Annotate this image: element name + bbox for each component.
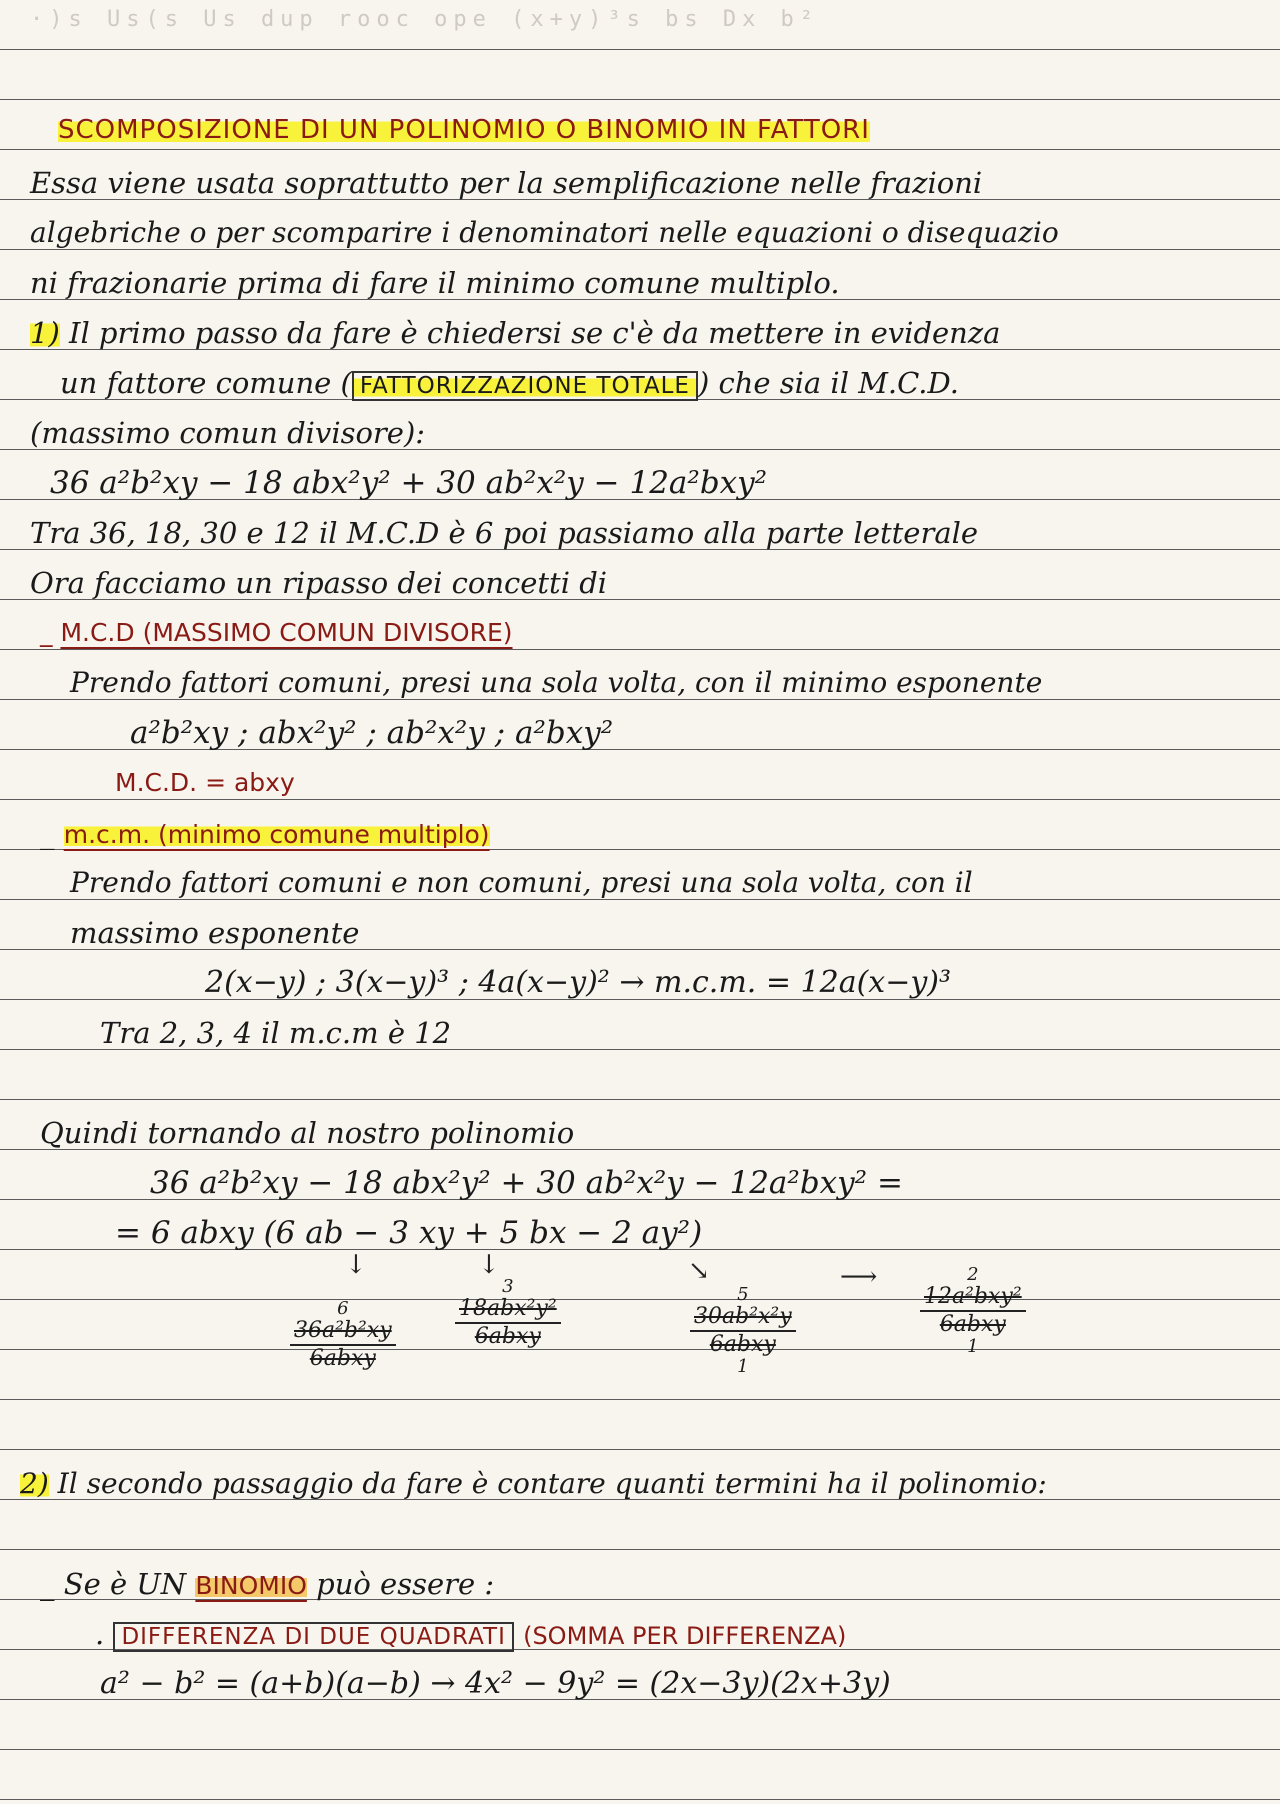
step1-line-4: Tra 36, 18, 30 e 12 il M.C.D è 6 poi passiamo alla parte letterale (30, 516, 979, 550)
intro-line-2: algebriche o per scomparire i denominatori nelle equazioni o disequazio (30, 216, 1059, 249)
factorization-box: FATTORIZZAZIONE TOTALE (352, 371, 698, 401)
step1-expression: 36 a²b²xy − 18 abx²y² + 30 ab²x²y − 12a²bxy² (50, 465, 768, 501)
fraction-1 (290, 1300, 396, 1372)
mcd-terms: a²b²xy ; abx²y² ; ab²x²y ; a²bxy² (130, 715, 614, 751)
back-intro: Quindi tornando al nostro polinomio (40, 1116, 575, 1150)
mcm-example: 2(x−y) ; 3(x−y)³ ; 4a(x−y)² → m.c.m. = 12a(x−y)³ (205, 965, 952, 1000)
fraction-3-top: 5 (737, 1284, 749, 1305)
fraction-4-denominator: 6abxy (939, 1312, 1006, 1337)
step2-line (20, 1464, 1047, 1504)
mcm-note: Tra 2, 3, 4 il m.c.m è 12 (100, 1016, 452, 1050)
fraction-3-denominator: 6abxy (709, 1332, 776, 1357)
binomio-word: BINOMIO (195, 1571, 307, 1600)
step1-line-5: Ora facciamo un ripasso dei concetti di (30, 566, 608, 600)
fraction-3-numerator: 30ab²x²y (690, 1304, 796, 1332)
bleed-through-text: ·)s Us(s Us dup rooc ope (x+y)³s bs Dx b² (30, 7, 820, 32)
arrow-down-icon: ↓ (345, 1250, 367, 1280)
step1-text-2b: ) che sia il M.C.D. (697, 366, 959, 400)
fraction-1-top: 6 (337, 1298, 349, 1319)
fraction-4-bottom: 1 (967, 1336, 979, 1357)
step2-text: Il secondo passaggio da fare è contare quanti termini ha il polinomio: (57, 1467, 1047, 1500)
arrow-down-icon: ↓ (478, 1250, 500, 1280)
page-title-text: SCOMPOSIZIONE DI UN POLINOMIO O BINOMIO IN FATTORI (58, 115, 870, 145)
binomio-line: _ Se è UN BINOMIO può essere : (40, 1567, 495, 1601)
fraction-2 (455, 1278, 561, 1350)
fraction-4 (920, 1266, 1026, 1356)
mcm-rule-2: massimo esponente (70, 916, 360, 950)
intro-line-1: Essa viene usata soprattutto per la semplificazione nelle frazioni (30, 166, 983, 200)
difference-note: (SOMMA PER DIFFERENZA) (523, 1622, 847, 1650)
difference-box: DIFFERENZA DI DUE QUADRATI (113, 1622, 513, 1652)
fraction-2-numerator: 18abx²y² (455, 1296, 561, 1324)
arrow-down-icon: ↘ (688, 1256, 710, 1286)
step1-line-3: (massimo comun divisore): (30, 416, 426, 450)
mcd-heading-text: M.C.D (MASSIMO COMUN DIVISORE) (60, 618, 513, 647)
binomio-text-b: può essere : (306, 1567, 495, 1601)
binomio-text-a: Se è UN (63, 1567, 196, 1601)
fraction-3-bottom: 1 (737, 1356, 749, 1377)
step2-number: 2) (20, 1467, 49, 1500)
mcd-result: M.C.D. = abxy (115, 768, 295, 797)
difference-formula: a² − b² = (a+b)(a−b) → 4x² − 9y² = (2x−3y)(2x+3y) (100, 1666, 891, 1701)
mcm-heading: _ m.c.m. (minimo comune multiplo) (40, 816, 490, 850)
step1-number: 1) (30, 316, 60, 350)
mcm-heading-text: m.c.m. (minimo comune multiplo) (63, 820, 490, 849)
intro-line-3: ni frazionarie prima di fare il minimo comune multiplo. (30, 266, 840, 300)
fraction-1-numerator: 36a²b²xy (290, 1318, 396, 1346)
mcd-rule: Prendo fattori comuni, presi una sola volta, con il minimo esponente (70, 666, 1043, 699)
step1-text-2a: un fattore comune ( (60, 366, 352, 400)
page-title (58, 110, 870, 150)
fraction-3 (690, 1286, 796, 1376)
step1-line-2 (60, 363, 959, 406)
step1-text-1: Il primo passo da fare è chiedersi se c'è da mettere in evidenza (68, 316, 1001, 350)
back-expression-1: 36 a²b²xy − 18 abx²y² + 30 ab²x²y − 12a²bxy² = (150, 1165, 903, 1201)
arrow-right-icon: ⟶ (840, 1262, 878, 1292)
fraction-4-top: 2 (967, 1264, 979, 1285)
fraction-1-denominator: 6abxy (309, 1346, 376, 1371)
step1-line-1 (30, 313, 1000, 353)
fraction-2-top: 3 (502, 1276, 514, 1297)
difference-line: . DIFFERENZA DI DUE QUADRATI (SOMMA PER DIFFERENZA) (95, 1617, 847, 1651)
mcm-rule-1: Prendo fattori comuni e non comuni, presi una sola volta, con il (70, 866, 973, 899)
fraction-4-numerator: 12a²bxy² (920, 1284, 1026, 1312)
mcd-heading: _ M.C.D (MASSIMO COMUN DIVISORE) (40, 618, 513, 647)
back-expression-2: = 6 abxy (6 ab − 3 xy + 5 bx − 2 ay²) (115, 1215, 703, 1251)
fraction-2-denominator: 6abxy (474, 1324, 541, 1349)
